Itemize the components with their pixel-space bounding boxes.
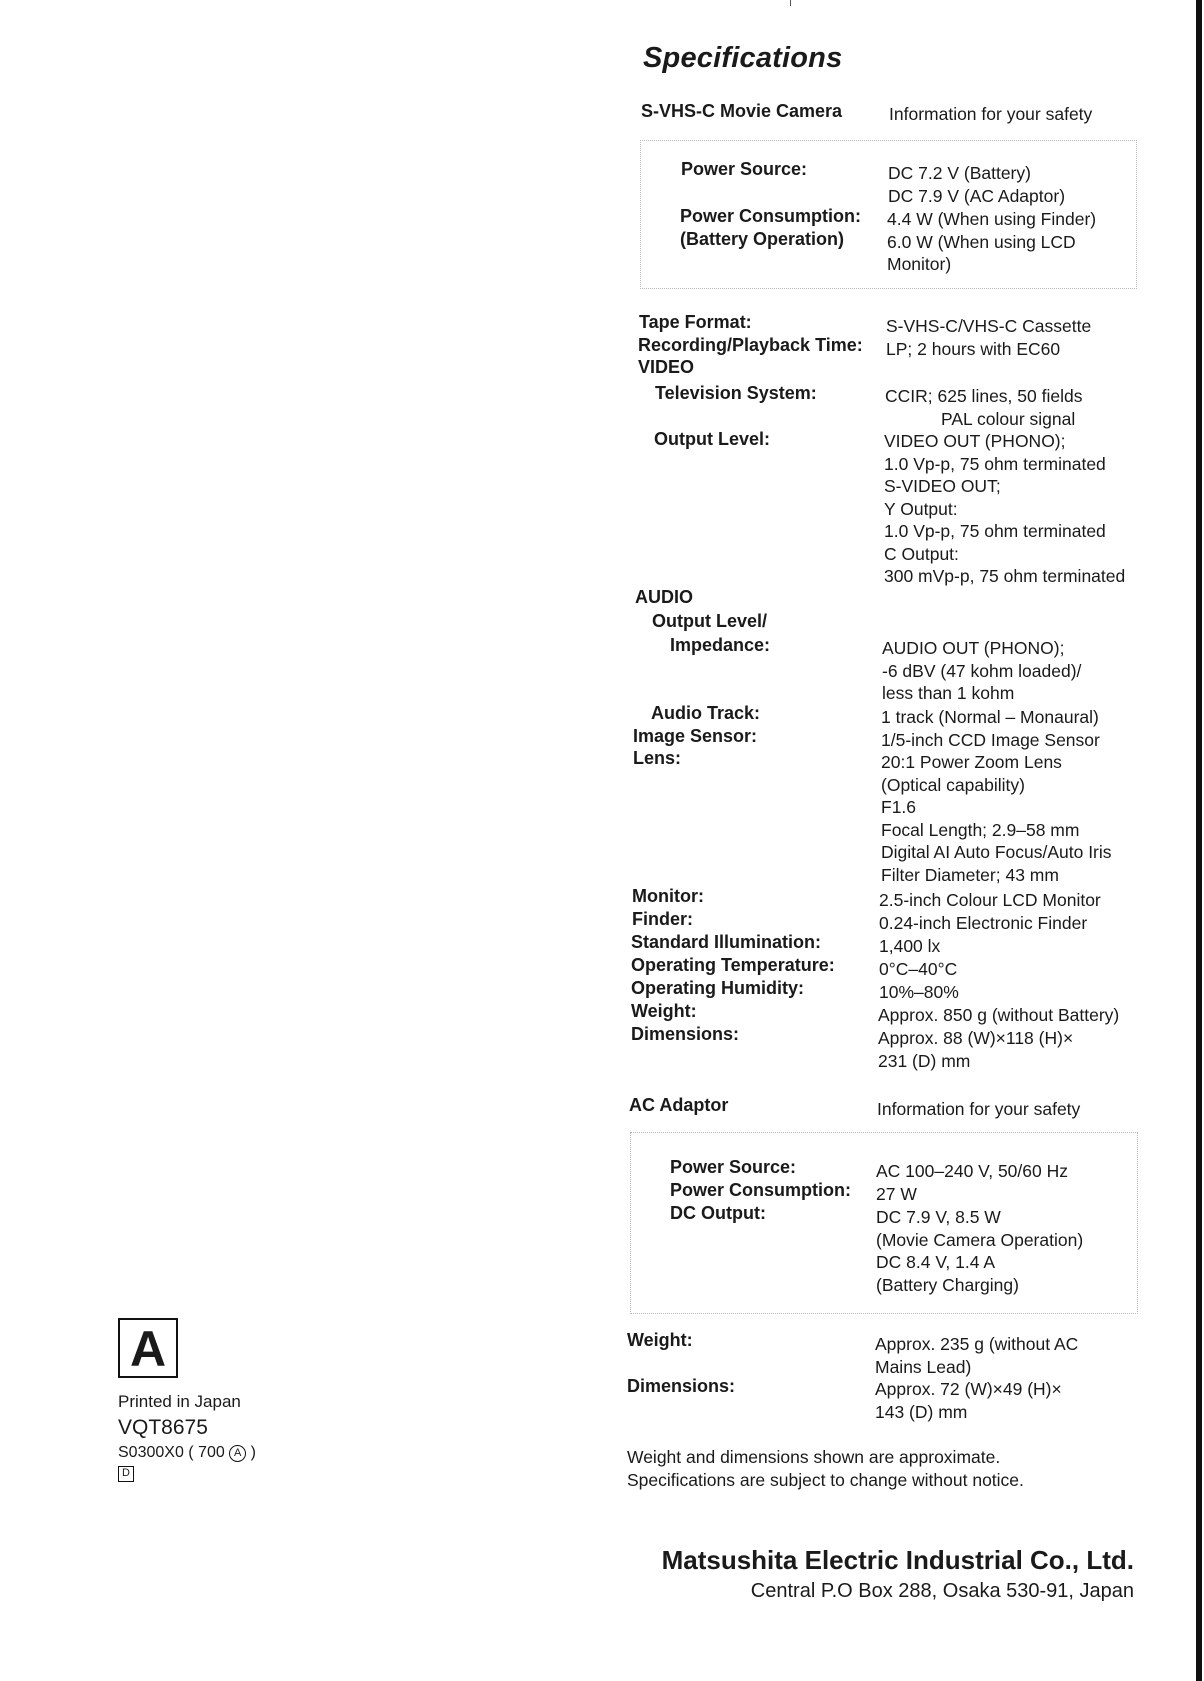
camera-heading: S-VHS-C Movie Camera <box>641 101 843 121</box>
lens-label: Lens: <box>633 748 682 768</box>
notes: Weight and dimensions shown are approximate. Specifications are subject to change without notice. <box>627 1447 1024 1490</box>
region-letter-stamp: A <box>118 1318 178 1378</box>
image-sensor-label: Image Sensor: <box>633 726 758 746</box>
operating-temperature-label: Operating Temperature: <box>631 955 835 975</box>
image-sensor-value: 1/5-inch CCD Image Sensor <box>881 730 1100 750</box>
recording-time-label: Recording/Playback Time: <box>638 335 863 355</box>
operating-temperature-value: 0°C–40°C <box>879 959 958 979</box>
television-system-value: CCIR; 625 lines, 50 fields PAL colour signal <box>885 386 1083 429</box>
audio-impedance-value: AUDIO OUT (PHONO); -6 dBV (47 kohm loaded)/ less than 1 kohm <box>882 638 1082 703</box>
document-code: VQT8675 <box>118 1416 208 1439</box>
company-name: Matsushita Electric Industrial Co., Ltd. <box>661 1545 1134 1575</box>
operating-humidity-label: Operating Humidity: <box>631 978 805 998</box>
adaptor-dimensions-label: Dimensions: <box>627 1376 736 1396</box>
tape-format-value: S-VHS-C/VHS-C Cassette <box>886 316 1092 336</box>
dc-output-value: DC 7.9 V, 8.5 W (Movie Camera Operation) DC 8.4 V, 1.4 A (Battery Charging) <box>876 1207 1084 1295</box>
television-system-label: Television System: <box>655 383 817 403</box>
video-output-level-value: VIDEO OUT (PHONO); 1.0 Vp-p, 75 ohm terminated S-VIDEO OUT; Y Output: 1.0 Vp-p, 75 ohm terminated C Output: 300 mVp-p, 75 ohm terminated <box>884 431 1126 586</box>
camera-dimensions-value: Approx. 88 (W)×118 (H)× 231 (D) mm <box>878 1028 1074 1071</box>
camera-safety-note: Information for your safety <box>889 104 1093 124</box>
adaptor-power-consumption-label: Power Consumption: <box>670 1180 851 1200</box>
audio-section-label: AUDIO <box>635 587 693 607</box>
page-edge-rule <box>1196 0 1202 1681</box>
camera-power-source-label: Power Source: <box>681 159 808 179</box>
camera-power-source-value: DC 7.2 V (Battery) DC 7.9 V (AC Adaptor) <box>888 163 1066 206</box>
lens-value: 20:1 Power Zoom Lens (Optical capability) F1.6 Focal Length; 2.9–58 mm Digital AI Auto Focus/Auto Iris Filter Diameter; 43 mm <box>881 752 1112 885</box>
recording-time-value: LP; 2 hours with EC60 <box>886 339 1061 359</box>
audio-track-label: Audio Track: <box>651 703 761 723</box>
standard-illumination-value: 1,400 lx <box>879 936 941 956</box>
top-tick-mark <box>790 0 791 6</box>
standard-illumination-label: Standard Illumination: <box>631 932 822 952</box>
finder-label: Finder: <box>632 909 693 929</box>
tape-format-label: Tape Format: <box>639 312 752 332</box>
monitor-value: 2.5-inch Colour LCD Monitor <box>879 890 1101 910</box>
page-title: Specifications <box>643 42 843 74</box>
video-output-level-label: Output Level: <box>654 429 770 449</box>
audio-impedance-label: Impedance: <box>670 635 771 655</box>
camera-power-consumption-label: Power Consumption: <box>680 206 861 226</box>
camera-weight-label: Weight: <box>631 1001 697 1021</box>
adaptor-weight-value: Approx. 235 g (without AC Mains Lead) <box>875 1334 1079 1377</box>
adaptor-weight-label: Weight: <box>627 1330 693 1350</box>
company-address: Central P.O Box 288, Osaka 530-91, Japan <box>750 1580 1134 1602</box>
adaptor-power-source-value: AC 100–240 V, 50/60 Hz <box>876 1161 1068 1181</box>
boxed-letter-icon: D <box>118 1466 134 1482</box>
camera-power-consumption-value: 4.4 W (When using Finder) 6.0 W (When using LCD Monitor) <box>887 209 1097 274</box>
circled-letter-icon: A <box>229 1445 246 1462</box>
printed-in-japan: Printed in Japan <box>118 1392 241 1411</box>
adaptor-heading: AC Adaptor <box>629 1095 729 1115</box>
adaptor-power-source-label: Power Source: <box>670 1157 797 1177</box>
dc-output-label: DC Output: <box>670 1203 766 1223</box>
camera-weight-value: Approx. 850 g (without Battery) <box>878 1005 1120 1025</box>
adaptor-dimensions-value: Approx. 72 (W)×49 (H)× 143 (D) mm <box>875 1379 1062 1422</box>
finder-value: 0.24-inch Electronic Finder <box>879 913 1088 933</box>
camera-dimensions-label: Dimensions: <box>631 1024 740 1044</box>
operating-humidity-value: 10%–80% <box>879 982 959 1002</box>
adaptor-safety-note: Information for your safety <box>877 1099 1081 1119</box>
audio-output-level-label: Output Level/ <box>652 611 768 631</box>
monitor-label: Monitor: <box>632 886 704 906</box>
camera-power-consumption-sublabel: (Battery Operation) <box>680 229 845 249</box>
adaptor-power-consumption-value: 27 W <box>876 1184 917 1204</box>
serial-code: S0300X0 ( 700 A ) <box>118 1444 256 1461</box>
video-section-label: VIDEO <box>638 357 695 377</box>
audio-track-value: 1 track (Normal – Monaural) <box>881 707 1099 727</box>
